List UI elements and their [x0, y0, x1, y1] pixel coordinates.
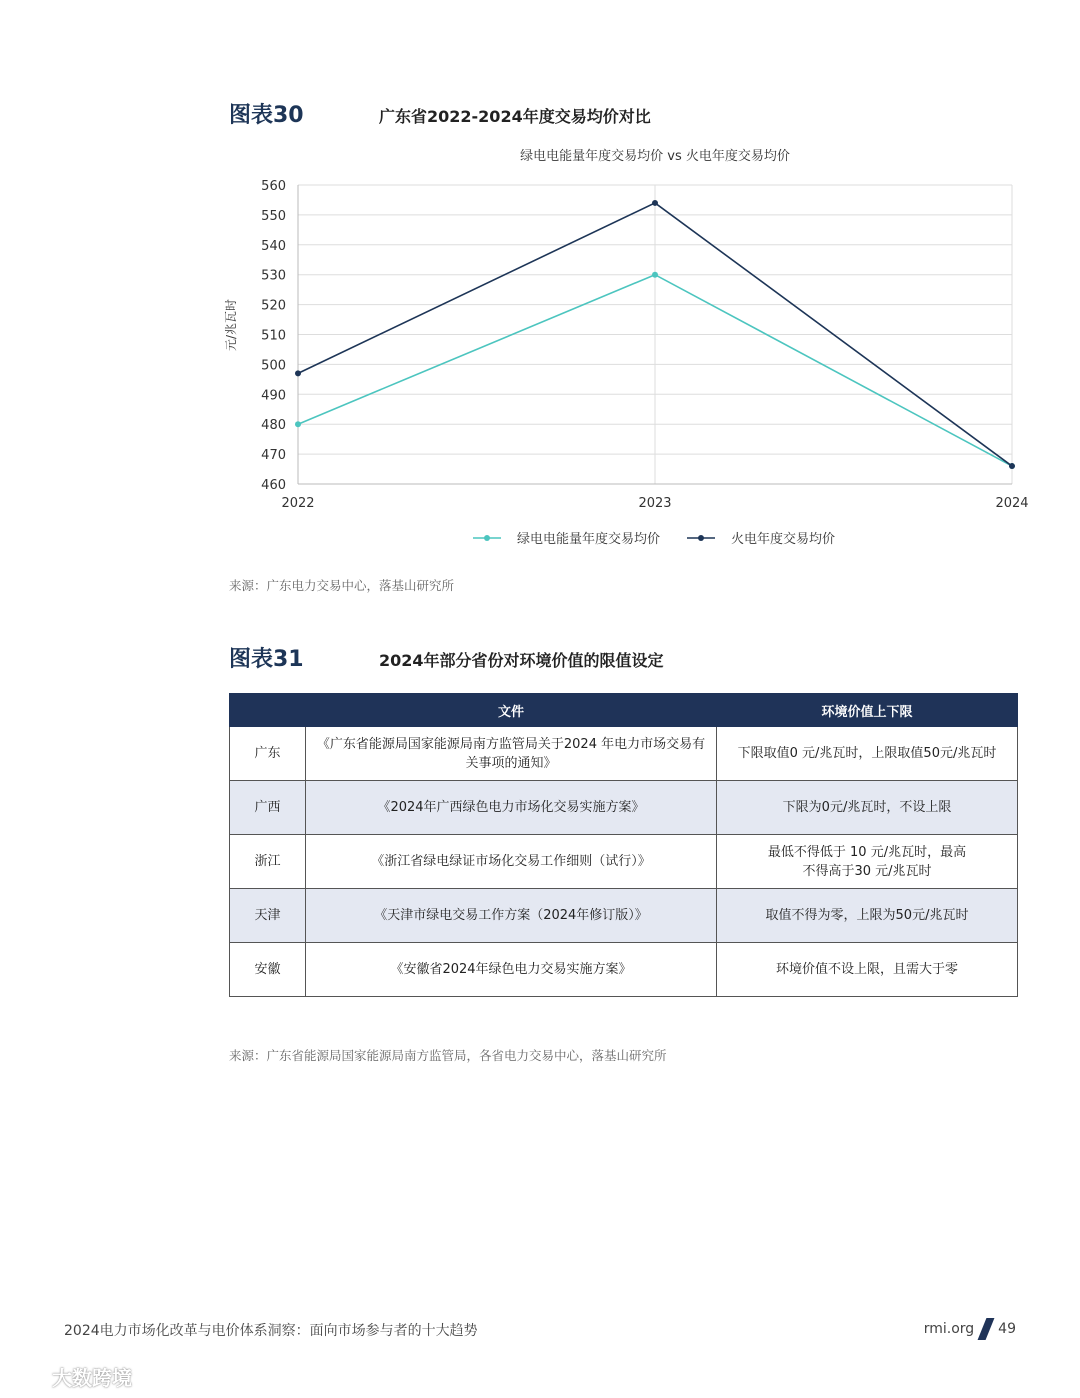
fig30-title: 广东省2022-2024年度交易均价对比 — [379, 107, 651, 126]
y-tick-label: 510 — [261, 328, 286, 344]
fig31-title: 2024年部分省份对环境价值的限值设定 — [379, 651, 664, 670]
chart-ylabel: 元/兆瓦时 — [224, 298, 238, 352]
y-tick-label: 530 — [261, 268, 286, 284]
y-axis — [261, 179, 286, 493]
province-cell: 天津 — [230, 889, 306, 943]
y-tick-label: 460 — [261, 478, 286, 493]
report-title: 2024电力市场化改革与电价体系洞察：面向市场参与者的十大趋势 — [64, 1323, 478, 1339]
header-province — [230, 694, 306, 727]
province-cell: 浙江 — [230, 835, 306, 889]
fig30-source: 来源：广东电力交易中心，落基山研究所 — [229, 578, 455, 593]
y-tick-label: 550 — [261, 208, 286, 224]
limits-table — [229, 693, 1018, 997]
watermark-text: 大数跨境 — [52, 1366, 132, 1390]
y-tick-label: 480 — [261, 418, 286, 434]
province-cell: 广东 — [230, 727, 306, 781]
limit-cell: 下限为0元/兆瓦时，不设上限 — [717, 781, 1018, 835]
chart-title: 绿电电能量年度交易均价 vs 火电年度交易均价 — [520, 149, 790, 164]
document-cell: 《广东省能源局国家能源局南方监管局关于2024 年电力市场交易有关事项的通知》 — [306, 727, 717, 781]
limit-cell: 下限取值0 元/兆瓦时，上限取值50元/兆瓦时 — [717, 727, 1018, 781]
fig31-source: 来源：广东省能源局国家能源局南方监管局，各省电力交易中心，落基山研究所 — [229, 1048, 667, 1063]
data-point — [652, 272, 658, 278]
table-header-row — [230, 694, 1018, 727]
fig31-number: 图表31 — [229, 647, 304, 672]
table-row — [230, 781, 1018, 835]
table-row — [230, 943, 1018, 997]
data-point — [295, 421, 301, 427]
page-footer — [924, 1318, 1016, 1340]
province-cell: 广西 — [230, 781, 306, 835]
legend-label: 火电年度交易均价 — [731, 532, 836, 547]
table-row — [230, 835, 1018, 889]
document-cell: 《天津市绿电交易工作方案（2024年修订版）》 — [306, 889, 717, 943]
watermark-logo-icon — [8, 1364, 48, 1390]
data-point — [652, 200, 658, 206]
document-cell: 《安徽省2024年绿色电力交易实施方案》 — [306, 943, 717, 997]
slash-mark — [978, 1318, 995, 1340]
y-tick-label: 470 — [261, 448, 286, 464]
data-point — [1009, 463, 1015, 469]
province-cell: 安徽 — [230, 943, 306, 997]
y-tick-label: 520 — [261, 298, 286, 314]
legend-label: 绿电电能量年度交易均价 — [517, 532, 661, 547]
x-tick-label: 2022 — [281, 496, 315, 511]
x-tick-label: 2023 — [638, 496, 672, 511]
limit-cell: 取值不得为零，上限为50元/兆瓦时 — [717, 889, 1018, 943]
limit-cell: 环境价值不设上限，且需大于零 — [717, 943, 1018, 997]
fig30-header — [229, 98, 651, 129]
legend-marker — [698, 535, 704, 541]
y-tick-label: 500 — [261, 358, 286, 374]
y-tick-label: 540 — [261, 238, 286, 254]
x-axis — [281, 496, 1028, 511]
chart-legend — [473, 531, 835, 547]
header-document: 文件 — [306, 694, 717, 727]
header-limit: 环境价值上下限 — [717, 694, 1018, 727]
fig30-number: 图表30 — [229, 103, 304, 128]
legend-marker — [484, 535, 490, 541]
site-link[interactable]: rmi.org — [923, 1321, 975, 1337]
document-cell: 《浙江省绿电绿证市场化交易工作细则（试行）》 — [306, 835, 717, 889]
line-chart — [215, 140, 1055, 560]
limit-cell: 最低不得低于 10 元/兆瓦时，最高不得高于30 元/兆瓦时 — [717, 835, 1018, 889]
watermark — [8, 1362, 132, 1391]
table-row — [230, 727, 1018, 781]
chart-grid — [298, 185, 1012, 484]
data-point — [295, 370, 301, 376]
x-tick-label: 2024 — [995, 496, 1029, 511]
table-row — [230, 889, 1018, 943]
document-cell: 《2024年广西绿色电力市场化交易实施方案》 — [306, 781, 717, 835]
fig31-header — [229, 642, 664, 673]
page-number: 49 — [998, 1321, 1016, 1337]
y-tick-label: 490 — [261, 388, 286, 404]
y-tick-label: 560 — [261, 179, 286, 194]
